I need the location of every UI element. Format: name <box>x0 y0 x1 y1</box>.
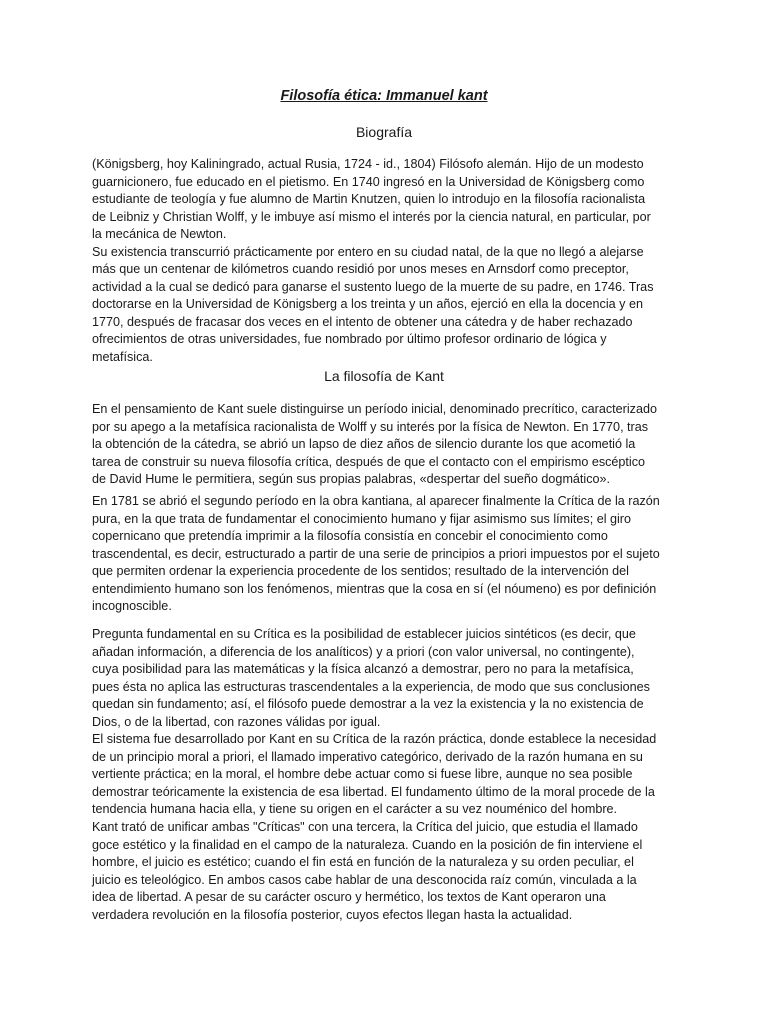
paragraph-biografia: (Königsberg, hoy Kaliningrado, actual Rusia, 1724 - id., 1804) Filósofo alemán. Hijo de un modesto guarnicionero, fue educado en el pietismo. En 1740 ingresó en la Universidad de Königsberg como estudiante de teología y fue alumno de Martin Knutzen, quien lo introdujo en la filosofía racionalista de Leibniz y Christian Wolff, y le imbuye así mismo el interés por la ciencia natural, en particular, por la mecánica de Newton. Su existencia transcurrió prácticamente por entero en su ciudad natal, de la que no llegó a alejarse más que un centenar de kilómetros cuando residió por unos meses en Arnsdorf como preceptor, actividad a la cual se dedicó para ganarse el sustento luego de la muerte de su padre, en 1746. Tras doctorarse en la Universidad de Königsberg a los treinta y un años, ejerció en ella la docencia y en 1770, después de fracasar dos veces en el intento de obtener una cátedra y de haber rechazado ofrecimientos de otras universidades, fue nombrado por último profesor ordinario de lógica y metafísica. <box>92 157 654 364</box>
paragraph-juicios-sinteticos: Pregunta fundamental en su Crítica es la posibilidad de establecer juicios sintéticos (es decir, que añadan información, a diferencia de los analíticos) y a priori (con valor universal, no contingente), cuya posibilidad para las matemáticas y la física alcanzó a demostrar, pero no para la metafísica, pues ésta no aplica las estructuras trascendentales a la experiencia, de modo que sus conclusiones quedan sin fundamento; así, el filósofo puede demostrar a la vez la existencia y la no existencia de Dios, o de la libertad, con razones válidas por igual. El sistema fue desarrollado por Kant en su Crítica de la razón práctica, donde establece la necesidad de un principio moral a priori, el llamado imperativo categórico, derivado de la razón humana en su vertiente práctica; en la moral, el hombre debe actuar como si fuese libre, aunque no sea posible demostrar teóricamente la existencia de esa libertad. El fundamento último de la moral procede de la tendencia humana hacia ella, y tiene su origen en el carácter a su vez nouménico del hombre. <box>92 627 657 816</box>
paragraph-periodo-precritico: En el pensamiento de Kant suele distinguirse un período inicial, denominado precrítico, caracterizado por su apego a la metafísica racionalista de Wolff y su interés por la física de Newton. En 1770, tras la obtención de la cátedra, se abrió un lapso de diez años de silencio durante los que acometió la tarea de construir su nueva filosofía crítica, después de que el contacto con el empirismo escéptico de David Hume le permitiera, según sus propias palabras, «despertar del sueño dogmático». <box>92 402 657 486</box>
section-heading-filosofia: La filosofía de Kant <box>324 368 444 384</box>
paragraph-segundo-periodo: En 1781 se abrió el segundo período en la obra kantiana, al aparecer finalmente la Crítica de la razón pura, en la que trata de fundamentar el conocimiento humano y fijar asimismo sus límites; el giro copernicano que pretendía imprimir a la filosofía consistía en concebir el conocimiento como trascendental, es decir, estructurado a partir de una serie de principios a priori impuestos por el sujeto que permiten ordenar la experiencia procedente de los sentidos; resultado de la intervención del entendimiento humano son los fenómenos, mientras que la cosa en sí (el nóumeno) es por definición incognoscible. <box>92 494 660 613</box>
section-heading-biografia: Biografía <box>355 124 413 140</box>
document-title: Filosofía ética: Immanuel kant <box>280 88 488 104</box>
paragraph-critica-del-juicio: Kant trató de unificar ambas "Críticas" con una tercera, la Crítica del juicio, que estudia el llamado goce estético y la finalidad en el campo de la naturaleza. Cuando en la posición de fin interviene el hombre, el juicio es estético; cuando el fin está en función de la naturaleza y su orden peculiar, el juicio es teleológico. En ambos casos cabe hablar de una desconocida raíz común, vinculada a la idea de libertad. A pesar de su carácter oscuro y hermético, los textos de Kant operaron una verdadera revolución en la filosofía posterior, cuyos efectos llegan hasta la actualidad. <box>92 820 643 922</box>
